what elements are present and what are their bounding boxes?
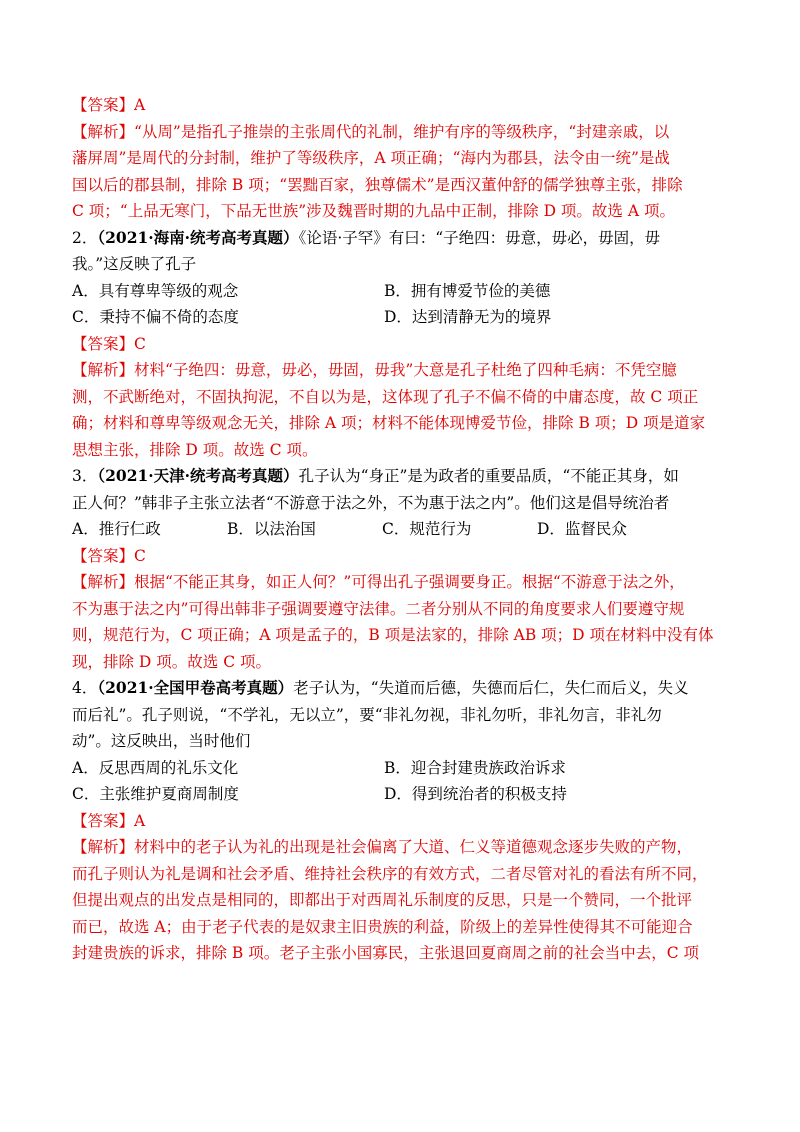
q3-analysis-line: 【解析】根据“不能正其身，如正人何？”可得出孔子强调要身正。根据“不游意于法之外，: [72, 573, 685, 591]
q4-options-row: [72, 781, 732, 808]
q3-analysis-line: 则，规范行为，C 项正确；A 项是孟子的，B 项是法家的，排除 AB 项；D 项在材料中没有体: [72, 626, 714, 644]
q2-analysis-line: 测，不武断绝对，不固执拘泥，不自以为是，这体现了孔子不偏不倚的中庸态度，故 C 项正: [72, 387, 699, 406]
q4-stem-line3: 动”。这反映出，当时他们: [72, 732, 251, 750]
q4-source: （2021·全国甲卷高考真题）: [97, 678, 294, 697]
q4-option-a: A．反思西周的礼乐文化: [72, 758, 239, 777]
q2-analysis-line: 确；材料和尊卑等级观念无关，排除 A 项；材料不能体现博爱节俭，排除 B 项；D 项是道家: [72, 414, 706, 432]
q1-analysis-line: 藩屏周”是周代的分封制，维护了等级秩序，A 项正确；“海内为郡县，法令由一统”是战: [72, 149, 670, 167]
q3-source: （2021·天津·统考高考真题）: [97, 466, 299, 485]
q4-stem-line2: 而后礼”。孔子则说，“不学礼，无以立”，要“非礼勿视，非礼勿听，非礼勿言，非礼勿: [72, 705, 662, 724]
q3-stem: [72, 463, 732, 490]
q2-number: 2．: [72, 228, 98, 247]
q4-number: 4．: [72, 679, 98, 697]
q4-option-b: B．迎合封建贵族政治诉求: [384, 758, 566, 777]
q1-answer: 【答案】A: [72, 96, 146, 114]
q4-analysis-line: 但提出观点的出发点是相同的，即都出于对西周礼乐制度的反思，只是一个赞同，一个批评: [72, 891, 693, 909]
q2-option-b: B．拥有博爱节俭的美德: [384, 281, 551, 300]
q4-option-d: D．得到统治者的积极支持: [384, 785, 567, 803]
q4-stem: [72, 675, 732, 702]
q1-analysis-line: 国以后的郡县制，排除 B 项；“罢黜百家，独尊儒术”是西汉董仲舒的儒学独尊主张，排除: [72, 175, 683, 194]
q3-stem-line2: 正人何？”韩非子主张立法者“不游意于法之外，不为惠于法之内”。他们这是倡导统治者: [72, 493, 670, 512]
q4-stem-text: 老子认为，“失道而后德，失德而后仁，失仁而后义，失义: [293, 679, 689, 697]
q3-analysis-line: 现，排除 D 项。故选 C 项。: [72, 652, 271, 671]
q4-analysis-line: 【解析】材料中的老子认为礼的出现是社会偏离了大道、仁义等道德观念逐步失败的产物，: [72, 838, 693, 856]
q3-answer: 【答案】C: [72, 546, 146, 565]
q2-answer: 【答案】C: [72, 334, 146, 353]
q1-analysis-line: 【解析】“从周”是指孔子推崇的主张周代的礼制，维护有序的等级秩序，“封建亲戚，以: [72, 122, 670, 141]
q4-options-row: [72, 755, 732, 782]
q2-stem-line2: 我。”这反映了孔子: [72, 255, 197, 273]
q3-analysis-line: 不为惠于法之内”可得出韩非子强调要遵守法律。二者分别从不同的角度要求人们要遵守规: [72, 599, 685, 618]
page-content: [72, 92, 732, 967]
q2-stem-text: 《论语·子罕》有曰：“子绝四：毋意，毋必，毋固，毋: [298, 228, 661, 247]
q2-source: （2021·海南·统考高考真题）: [97, 227, 299, 247]
q2-option-a: A．具有尊卑等级的观念: [72, 281, 239, 300]
q3-options-row: [72, 516, 732, 543]
q2-analysis-line: 思想主张，排除 D 项。故选 C 项。: [72, 440, 318, 459]
q4-option-c: C．主张维护夏商周制度: [72, 785, 239, 803]
q4-answer: 【答案】A: [72, 811, 146, 830]
q3-number: 3．: [72, 467, 98, 485]
q4-analysis-line: 而孔子则认为礼是调和社会矛盾、维持社会秩序的有效方式，二者尽管对礼的看法有所不同，: [72, 864, 708, 883]
q4-analysis-line: 而已，故选 A；由于老子代表的是奴隶主旧贵族的利益，阶级上的差异性使得其不可能迎合: [72, 917, 693, 936]
q3-option-a: A．推行仁政: [72, 520, 161, 538]
q3-stem-text: 孔子认为“身正”是为政者的重要品质，“不能正其身，如: [298, 467, 679, 485]
q3-option-c: C．规范行为: [382, 520, 472, 538]
q2-options-row: [72, 304, 732, 331]
q2-analysis-line: 【解析】材料“子绝四：毋意，毋必，毋固，毋我”大意是孔子杜绝了四种毛病：不凭空臆: [72, 361, 677, 379]
q1-analysis-line: C 项；“上品无寒门，下品无世族”涉及魏晋时期的九品中正制，排除 D 项。故选 A 项。: [72, 202, 675, 220]
q4-analysis-line: 封建贵族的诉求，排除 B 项。老子主张小国寡民，主张退回夏商周之前的社会当中去，C 项: [72, 944, 700, 962]
q2-options-row: [72, 278, 732, 305]
q3-option-b: B．以法治国: [227, 520, 316, 538]
q2-stem: [72, 225, 732, 252]
q2-option-d: D．达到清静无为的境界: [384, 308, 552, 326]
q3-option-d: D．监督民众: [537, 520, 627, 538]
q2-option-c: C．秉持不偏不倚的态度: [72, 308, 239, 326]
